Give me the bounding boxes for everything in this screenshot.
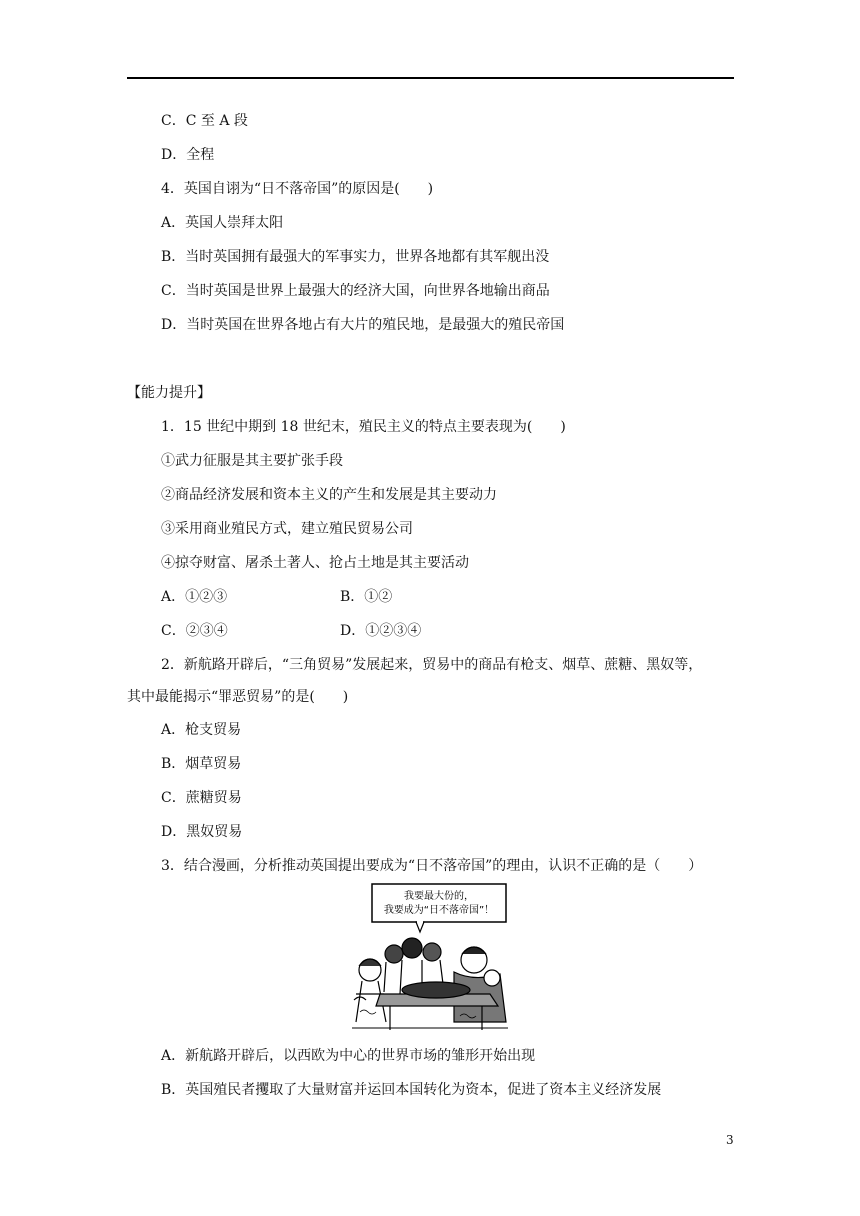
ability-q3-option-b: B．英国殖民者攫取了大量财富并运回本国转化为资本，促进了资本主义经济发展 [161,1082,662,1098]
ability-q1-option-a: A．①②③ [161,589,228,605]
ability-q1-item-4: ④掠夺财富、屠杀土著人、抢占土地是其主要活动 [161,555,469,571]
speech-line-2: 我要成为“日不落帝国”！ [383,905,495,916]
header-rule [127,77,734,79]
cartoon-figures [352,938,508,1030]
ability-q1-option-c: C．②③④ [161,623,228,639]
q4-option-a: A．英国人崇拜太阳 [161,215,284,231]
ability-q2-option-d: D．黑奴贸易 [161,824,243,840]
cartoon-illustration [350,882,510,1034]
section-heading: 【能力提升】 [127,385,211,401]
ability-q3-option-a: A．新航路开辟后，以西欧为中心的世界市场的雏形开始出现 [161,1048,536,1064]
ability-q2-stem-line2: 其中最能揭示“罪恶贸易”的是( ) [127,689,349,705]
ability-q1-item-1: ①武力征服是其主要扩张手段 [161,453,343,469]
ability-q3-stem: 3．结合漫画，分析推动英国提出要成为“日不落帝国”的理由，认识不正确的是（ ） [161,858,703,874]
ability-q1-option-b: B．①② [340,589,393,605]
page-number: 3 [726,1133,734,1147]
q4-option-b: B．当时英国拥有最强大的军事实力，世界各地都有其军舰出没 [161,249,550,265]
ability-q1-item-3: ③采用商业殖民方式，建立殖民贸易公司 [161,521,413,537]
ability-q2-option-a: A．枪支贸易 [161,722,242,738]
prev-option-c: C．C 至 A 段 [161,113,248,129]
ability-q2-stem-line1: 2．新航路开辟后，“三角贸易”发展起来，贸易中的商品有枪支、烟草、蔗糖、黑奴等， [161,657,703,673]
speech-line-1: 我要最大份的， [404,891,474,902]
ability-q2-option-b: B．烟草贸易 [161,756,242,772]
ability-q2-option-c: C．蔗糖贸易 [161,790,242,806]
ability-q1-stem: 1．15 世纪中期到 18 世纪末，殖民主义的特点主要表现为( ) [161,419,566,435]
q4-option-d: D．当时英国在世界各地占有大片的殖民地，是最强大的殖民帝国 [161,317,565,333]
speech-bubble [372,884,506,922]
speech-bubble-tail [416,922,424,932]
ability-q1-item-2: ②商品经济发展和资本主义的产生和发展是其主要动力 [161,487,497,503]
q4-stem: 4．英国自诩为“日不落帝国”的原因是( ) [161,181,434,197]
q4-option-c: C．当时英国是世界上最强大的经济大国，向世界各地输出商品 [161,283,550,299]
prev-option-d: D．全程 [161,147,215,163]
ability-q1-option-d: D．①②③④ [340,623,422,639]
